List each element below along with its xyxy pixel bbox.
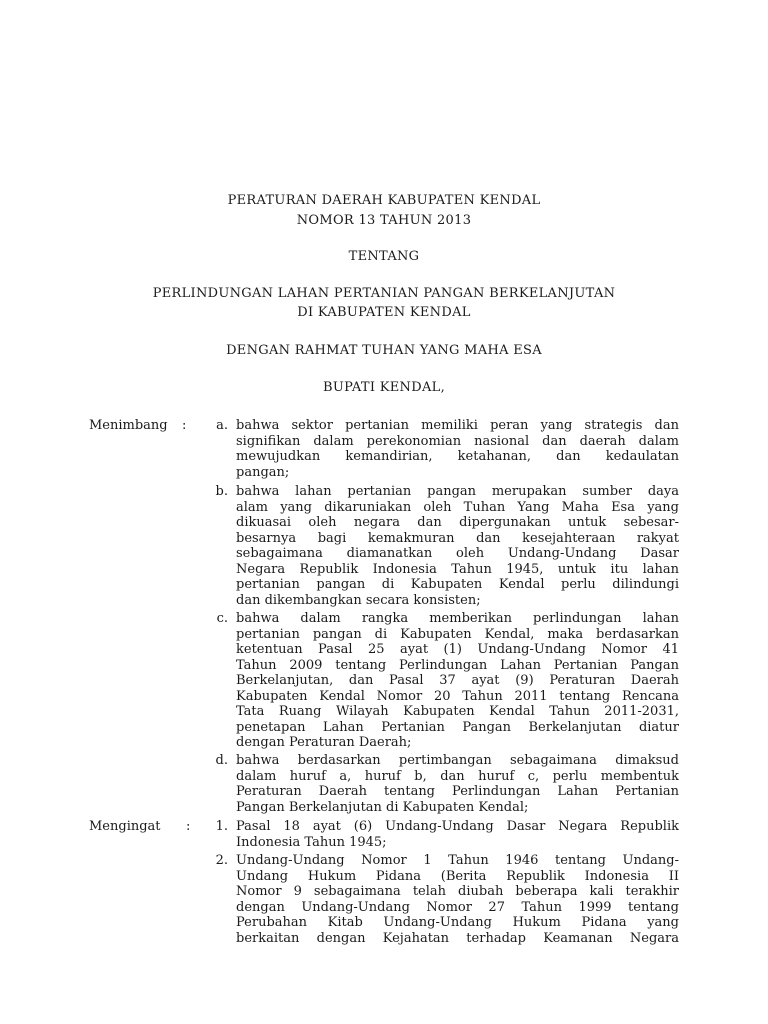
text-line: Tata Ruang Wilayah Kabupaten Kendal Tahun 2011-2031,	[236, 704, 679, 719]
text-line: bahwa berdasarkan pertimbangan sebagaimana dimaksud	[236, 753, 679, 768]
text-line: dengan Undang-Undang Nomor 27 Tahun 1999 tentang	[236, 899, 679, 915]
text-line: bahwa sektor pertanian memiliki peran yang strategis dan	[236, 418, 679, 433]
menimbang-label: Menimbang	[89, 418, 168, 433]
tentang-heading: TENTANG	[348, 249, 420, 264]
bupati-heading: BUPATI KENDAL,	[322, 380, 446, 395]
text-line: penetapan Lahan Pertanian Pangan Berkelanjutan diatur	[236, 719, 679, 735]
menimbang-item-a	[236, 418, 679, 480]
text-line: dengan Peraturan Daerah;	[236, 735, 412, 750]
text-line: bahwa dalam rangka memberikan perlindungan lahan	[236, 611, 679, 626]
text-line: Perubahan Kitab Undang-Undang Hukum Pidana yang	[236, 915, 679, 930]
menimbang-marker-b: b.	[215, 484, 228, 499]
text-line: Berkelanjutan, dan Pasal 37 ayat (9) Peraturan Daerah	[236, 673, 679, 688]
text-line: pertanian pangan di Kabupaten Kendal perlu dilindungi	[236, 577, 679, 592]
text-line: Kabupaten Kendal Nomor 20 Tahun 2011 tentang Rencana	[236, 688, 679, 704]
menimbang-item-c	[236, 611, 679, 751]
text-line: besarnya bagi kemakmuran dan kesejahteraan rakyat	[236, 530, 679, 546]
text-line: pertanian pangan di Kabupaten Kendal, maka berdasarkan	[236, 626, 679, 642]
mengingat-item-2	[236, 853, 679, 946]
text-line: dan dikembangkan secara konsisten;	[236, 592, 481, 608]
regulation-subject-line1: PERLINDUNGAN LAHAN PERTANIAN PANGAN BERKELANJUTAN	[152, 286, 616, 301]
text-line: mewujudkan kemandirian, ketahanan, dan kedaulatan	[236, 449, 679, 464]
text-line: Tahun 2009 tentang Perlindungan Lahan Pertanian Pangan	[236, 657, 679, 673]
text-line: dalam huruf a, huruf b, dan huruf c, perlu membentuk	[236, 768, 679, 784]
mengingat-colon: :	[186, 819, 191, 834]
text-line: Undang Hukum Pidana (Berita Republik Indonesia II	[236, 868, 679, 884]
text-line: berkaitan dengan Kejahatan terhadap Keamanan Negara	[236, 930, 679, 946]
menimbang-marker-a: a.	[216, 418, 228, 433]
text-line: alam yang dikaruniakan oleh Tuhan Yang Maha Esa yang	[236, 499, 679, 515]
text-line: Peraturan Daerah tentang Perlindungan Lahan Pertanian	[236, 784, 679, 799]
text-line: Indonesia Tahun 1945;	[236, 834, 387, 850]
regulation-number: NOMOR 13 TAHUN 2013	[296, 213, 472, 228]
regulation-subject-line2: DI KABUPATEN KENDAL	[297, 305, 471, 320]
text-line: pangan;	[236, 464, 290, 480]
text-line: Undang-Undang Nomor 1 Tahun 1946 tentang Undang-	[236, 853, 679, 868]
mengingat-marker-2: 2.	[215, 853, 228, 868]
mengingat-label: Mengingat	[89, 819, 161, 834]
text-line: signifikan dalam perekonomian nasional dan daerah dalam	[236, 433, 679, 449]
rahmat-heading: DENGAN RAHMAT TUHAN YANG MAHA ESA	[226, 343, 542, 358]
regulation-title: PERATURAN DAERAH KABUPATEN KENDAL	[227, 193, 541, 208]
menimbang-colon: :	[182, 418, 187, 433]
menimbang-item-d	[236, 753, 679, 815]
text-line: Pasal 18 ayat (6) Undang-Undang Dasar Negara Republik	[236, 819, 679, 834]
mengingat-marker-1: 1.	[215, 819, 228, 834]
menimbang-marker-d: d.	[215, 753, 228, 768]
text-line: Nomor 9 sebagaimana telah diubah beberapa kali terakhir	[236, 884, 679, 899]
menimbang-marker-c: c.	[216, 611, 228, 626]
mengingat-item-1	[236, 819, 679, 850]
text-line: dikuasai oleh negara dan dipergunakan untuk sebesar-	[236, 515, 679, 530]
menimbang-item-b	[236, 484, 679, 608]
text-line: ketentuan Pasal 25 ayat (1) Undang-Undang Nomor 41	[236, 642, 679, 657]
text-line: Pangan Berkelanjutan di Kabupaten Kendal;	[236, 799, 529, 815]
text-line: sebagaimana diamanatkan oleh Undang-Undang Dasar	[236, 546, 679, 561]
text-line: Negara Republik Indonesia Tahun 1945, untuk itu lahan	[236, 561, 679, 577]
text-line: bahwa lahan pertanian pangan merupakan sumber daya	[236, 484, 679, 499]
